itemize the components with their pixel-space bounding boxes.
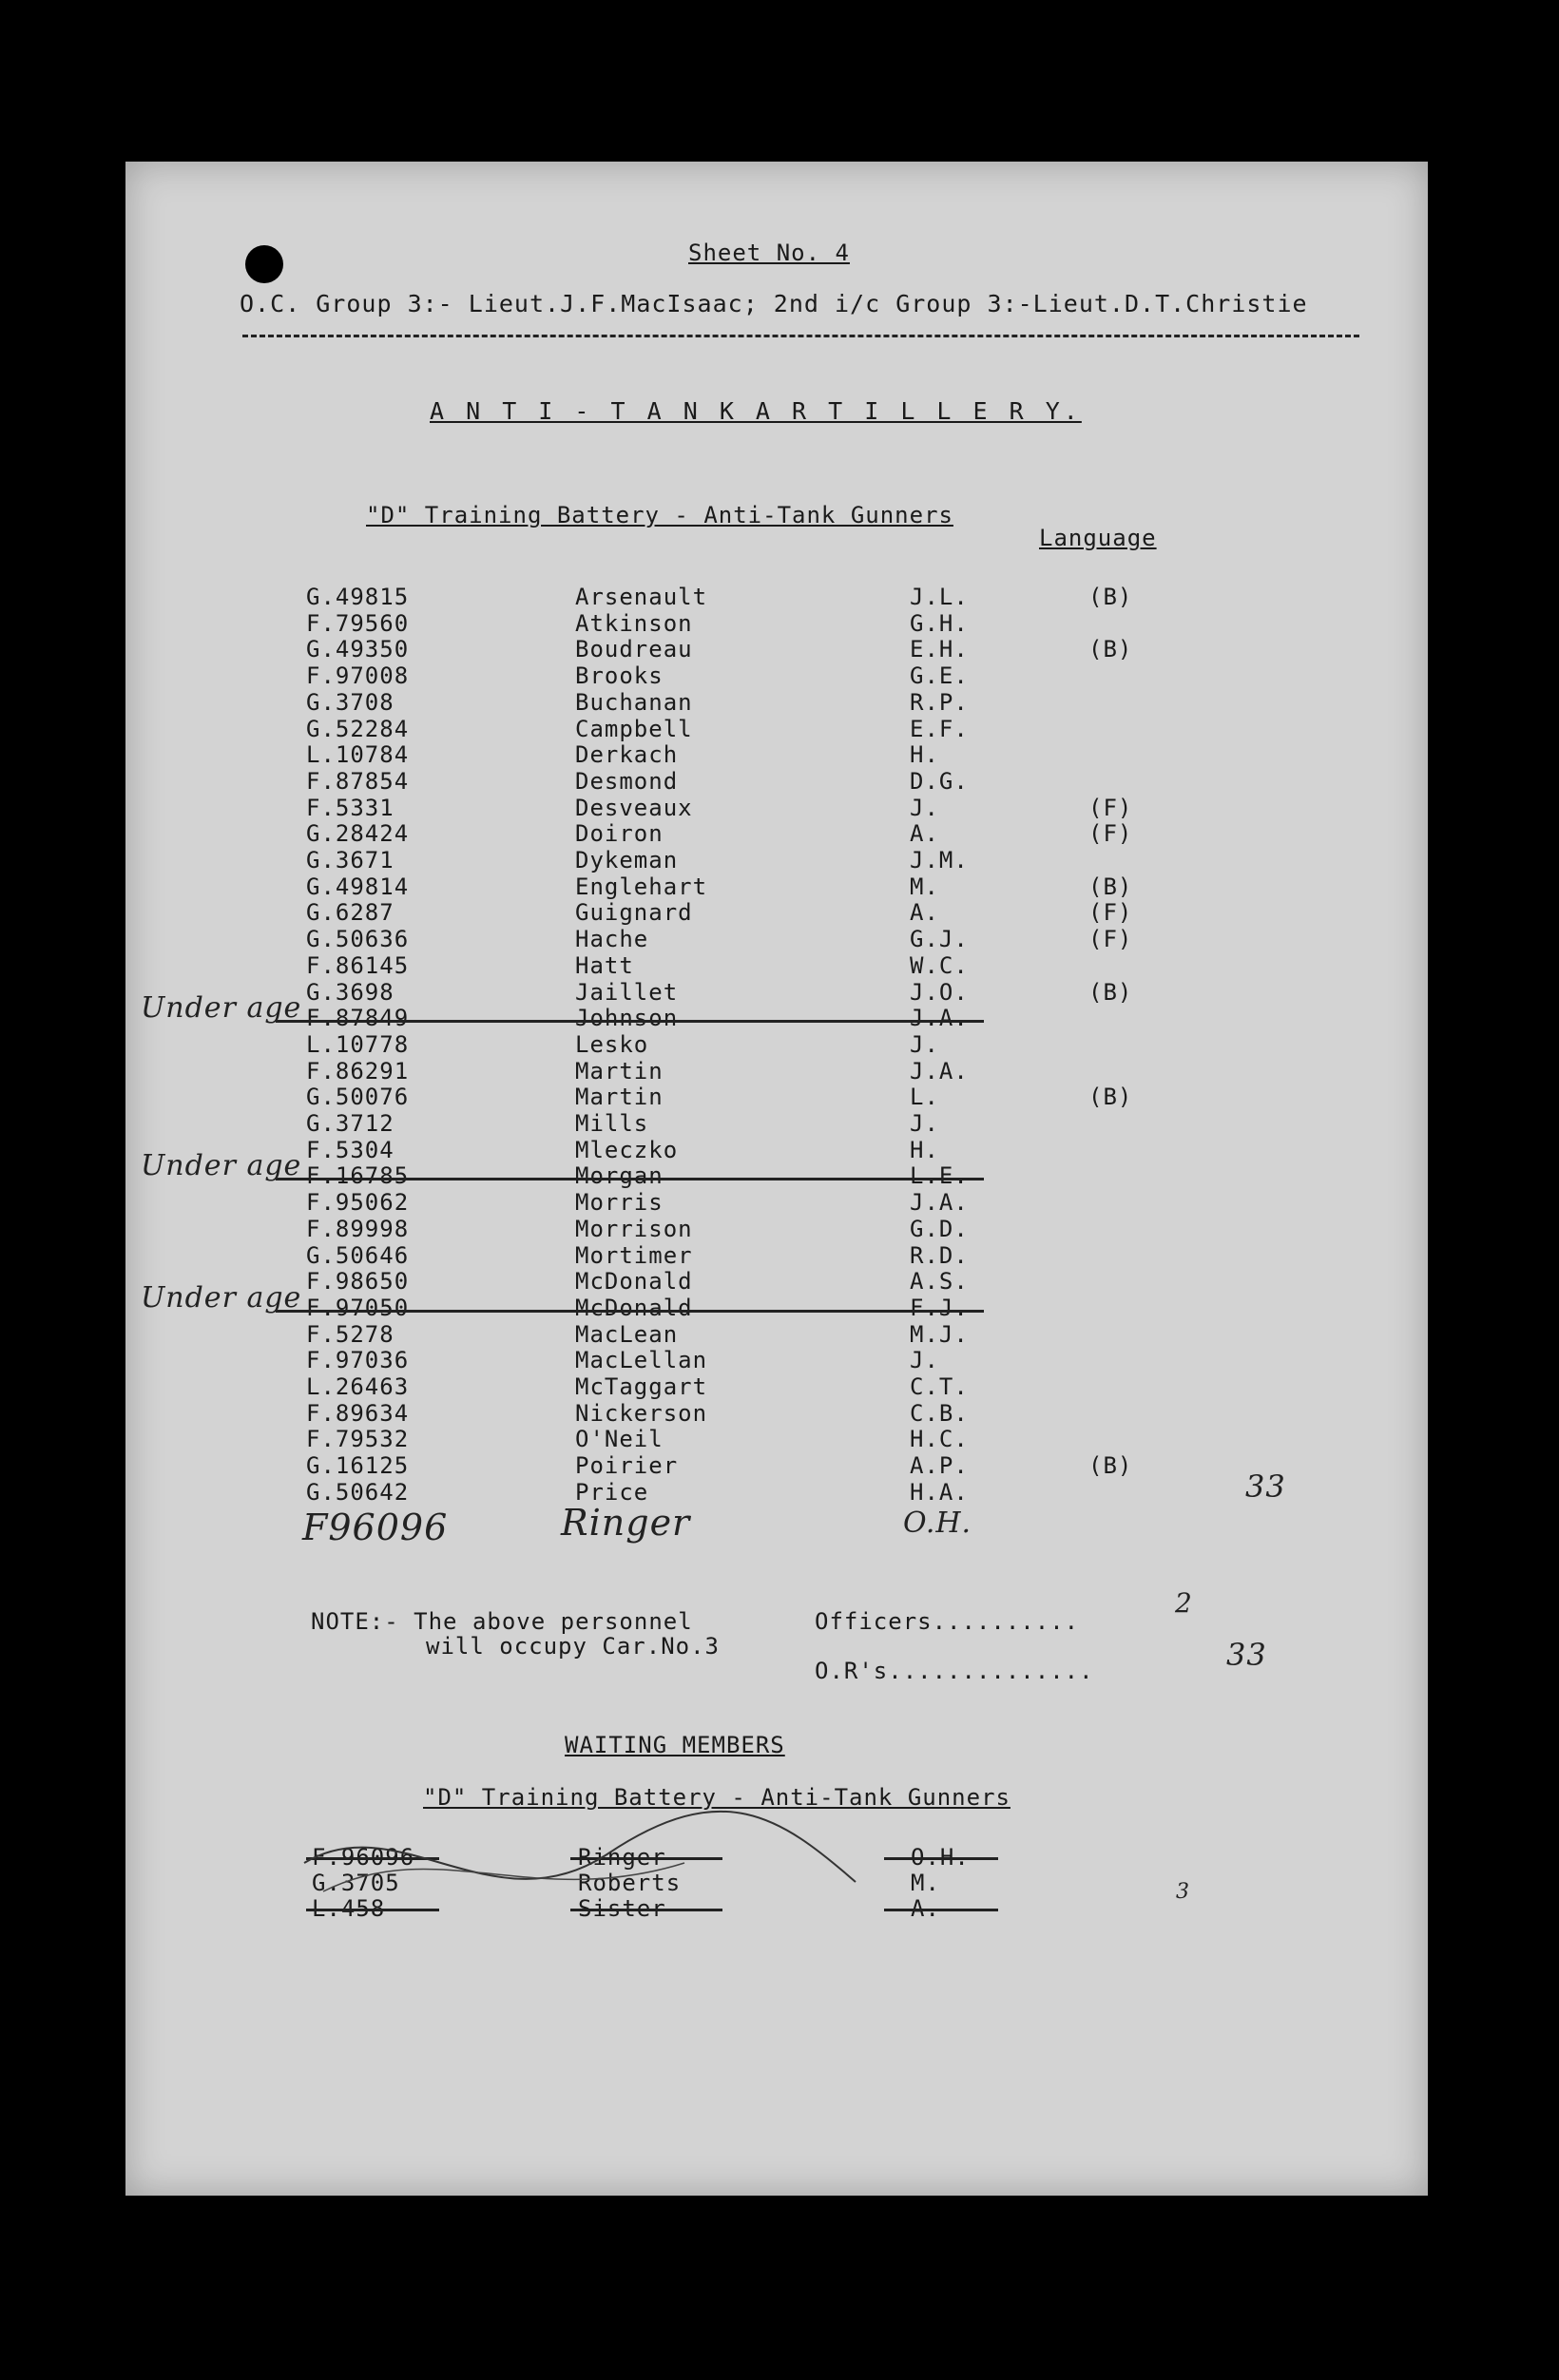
margin-note: Under age	[141, 1281, 302, 1315]
initials: L.E.	[910, 1162, 969, 1189]
initials: J.L.	[910, 584, 969, 610]
surname: Lesko	[575, 1031, 649, 1058]
note-line-2: will occupy Car.No.3	[426, 1633, 720, 1660]
surname: Morgan	[575, 1162, 664, 1189]
waiting-title: WAITING MEMBERS	[565, 1732, 785, 1758]
section-title: A N T I - T A N K A R T I L L E R Y.	[430, 397, 1082, 425]
waiting-strike-line	[884, 1857, 998, 1860]
initials: G.D.	[910, 1216, 969, 1242]
language-code: (F)	[1088, 926, 1133, 952]
service-number: G.3712	[306, 1110, 395, 1137]
surname: Martin	[575, 1058, 664, 1084]
language-code: (F)	[1088, 899, 1133, 926]
initials: J.	[910, 1110, 939, 1137]
initials: L.	[910, 1084, 939, 1110]
service-number: F.89634	[306, 1400, 410, 1427]
language-code: (B)	[1088, 1452, 1133, 1479]
service-number: F.98650	[306, 1268, 410, 1295]
surname: Guignard	[575, 899, 693, 926]
strike-line	[276, 1020, 984, 1023]
note-line-1: NOTE:- The above personnel	[311, 1608, 693, 1635]
service-number: G.3671	[306, 847, 395, 873]
battery-subtitle: "D" Training Battery - Anti-Tank Gunners	[366, 502, 953, 528]
surname: Price	[575, 1479, 649, 1506]
service-number: G.49815	[306, 584, 410, 610]
surname: Nickerson	[575, 1400, 708, 1427]
service-number: F.87849	[306, 1005, 410, 1031]
waiting-initials: M.	[911, 1870, 940, 1896]
surname: Poirier	[575, 1452, 679, 1479]
service-number: F.97036	[306, 1347, 410, 1373]
service-number: G.52284	[306, 716, 410, 742]
sheet-number: Sheet No. 4	[688, 240, 850, 266]
handwritten-name: Ringer	[561, 1502, 691, 1544]
corner-mark: 3	[1176, 1880, 1190, 1904]
surname: Brooks	[575, 662, 664, 689]
language-code: (B)	[1088, 1084, 1133, 1110]
language-code: (F)	[1088, 795, 1133, 821]
initials: J.	[910, 1347, 939, 1373]
handwritten-number: F96096	[302, 1507, 449, 1548]
language-code: (B)	[1088, 873, 1133, 900]
initials: R.P.	[910, 689, 969, 716]
initials: J.M.	[910, 847, 969, 873]
initials: E.H.	[910, 636, 969, 662]
service-number: G.49350	[306, 636, 410, 662]
service-number: G.50642	[306, 1479, 410, 1506]
service-number: L.10784	[306, 741, 410, 768]
initials: H.	[910, 741, 939, 768]
service-number: G.50646	[306, 1242, 410, 1269]
ors-count: 33	[1226, 1637, 1267, 1673]
surname: McTaggart	[575, 1373, 708, 1400]
waiting-service-number: G.3705	[312, 1870, 400, 1896]
strike-line	[276, 1178, 984, 1180]
service-number: F.5304	[306, 1137, 395, 1163]
officers-count: 2	[1175, 1587, 1193, 1619]
surname: MacLean	[575, 1321, 679, 1348]
service-number: F.5331	[306, 795, 395, 821]
service-number: F.97008	[306, 662, 410, 689]
initials: J.A.	[910, 1005, 969, 1031]
service-number: G.3698	[306, 979, 395, 1006]
service-number: F.16785	[306, 1162, 410, 1189]
surname: Hache	[575, 926, 649, 952]
initials: R.D.	[910, 1242, 969, 1269]
surname: Desmond	[575, 768, 679, 795]
service-number: F.86291	[306, 1058, 410, 1084]
service-number: L.26463	[306, 1373, 410, 1400]
initials: D.G.	[910, 768, 969, 795]
surname: McDonald	[575, 1295, 693, 1321]
initials: J.	[910, 1031, 939, 1058]
initials: W.C.	[910, 952, 969, 979]
header-line: O.C. Group 3:- Lieut.J.F.MacIsaac; 2nd i/c Group 3:-Lieut.D.T.Christie	[240, 290, 1308, 317]
waiting-initials: O.H.	[911, 1844, 970, 1871]
language-code: (B)	[1088, 979, 1133, 1006]
surname: Derkach	[575, 741, 679, 768]
service-number: F.79560	[306, 610, 410, 637]
waiting-surname: Ringer	[578, 1844, 666, 1871]
initials: G.E.	[910, 662, 969, 689]
service-number: F.95062	[306, 1189, 410, 1216]
header-divider	[242, 335, 1359, 337]
initials: C.B.	[910, 1400, 969, 1427]
initials: H.C.	[910, 1426, 969, 1452]
ors-label: O.R's..............	[815, 1658, 1094, 1684]
service-number: L.10778	[306, 1031, 410, 1058]
language-code: (F)	[1088, 820, 1133, 847]
waiting-initials: A.	[911, 1895, 940, 1922]
initials: A.	[910, 820, 939, 847]
scribble-mark	[285, 1796, 875, 1920]
punch-hole	[245, 245, 283, 283]
waiting-service-number: F.96096	[312, 1844, 415, 1871]
surname: Morrison	[575, 1216, 693, 1242]
surname: Buchanan	[575, 689, 693, 716]
service-number: G.6287	[306, 899, 395, 926]
initials: E.F.	[910, 716, 969, 742]
initials: J.A.	[910, 1189, 969, 1216]
surname: McDonald	[575, 1268, 693, 1295]
surname: Mleczko	[575, 1137, 679, 1163]
service-number: G.16125	[306, 1452, 410, 1479]
surname: Mills	[575, 1110, 649, 1137]
handwritten-initials: O.H.	[903, 1507, 972, 1540]
surname: Martin	[575, 1084, 664, 1110]
initials: F.J.	[910, 1295, 969, 1321]
officers-label: Officers..........	[815, 1608, 1080, 1635]
service-number: F.87854	[306, 768, 410, 795]
handwritten-total: 33	[1245, 1468, 1286, 1505]
initials: A.S.	[910, 1268, 969, 1295]
initials: A.P.	[910, 1452, 969, 1479]
initials: H.	[910, 1137, 939, 1163]
language-header: Language	[1039, 525, 1157, 551]
service-number: G.50076	[306, 1084, 410, 1110]
service-number: F.89998	[306, 1216, 410, 1242]
surname: MacLellan	[575, 1347, 708, 1373]
service-number: F.79532	[306, 1426, 410, 1452]
initials: J.A.	[910, 1058, 969, 1084]
initials: J.	[910, 795, 939, 821]
surname: Jaillet	[575, 979, 679, 1006]
surname: Dykeman	[575, 847, 679, 873]
service-number: G.50636	[306, 926, 410, 952]
surname: O'Neil	[575, 1426, 664, 1452]
margin-note: Under age	[141, 991, 302, 1025]
surname: Johnson	[575, 1005, 679, 1031]
strike-line	[276, 1310, 984, 1313]
surname: Arsenault	[575, 584, 708, 610]
surname: Boudreau	[575, 636, 693, 662]
surname: Doiron	[575, 820, 664, 847]
service-number: F.86145	[306, 952, 410, 979]
waiting-surname: Sister	[578, 1895, 666, 1922]
initials: J.O.	[910, 979, 969, 1006]
waiting-strike-line	[884, 1909, 998, 1911]
surname: Morris	[575, 1189, 664, 1216]
initials: G.H.	[910, 610, 969, 637]
margin-note: Under age	[141, 1149, 302, 1182]
language-code: (B)	[1088, 636, 1133, 662]
surname: Desveaux	[575, 795, 693, 821]
initials: H.A.	[910, 1479, 969, 1506]
initials: G.J.	[910, 926, 969, 952]
waiting-subtitle: "D" Training Battery - Anti-Tank Gunners	[423, 1784, 1010, 1811]
language-code: (B)	[1088, 584, 1133, 610]
initials: M.J.	[910, 1321, 969, 1348]
surname: Mortimer	[575, 1242, 693, 1269]
service-number: F.5278	[306, 1321, 395, 1348]
initials: M.	[910, 873, 939, 900]
service-number: G.3708	[306, 689, 395, 716]
service-number: G.49814	[306, 873, 410, 900]
surname: Campbell	[575, 716, 693, 742]
surname: Atkinson	[575, 610, 693, 637]
service-number: F.97050	[306, 1295, 410, 1321]
surname: Englehart	[575, 873, 708, 900]
initials: C.T.	[910, 1373, 969, 1400]
waiting-surname: Roberts	[578, 1870, 682, 1896]
surname: Hatt	[575, 952, 634, 979]
service-number: G.28424	[306, 820, 410, 847]
waiting-service-number: L.458	[312, 1895, 386, 1922]
initials: A.	[910, 899, 939, 926]
